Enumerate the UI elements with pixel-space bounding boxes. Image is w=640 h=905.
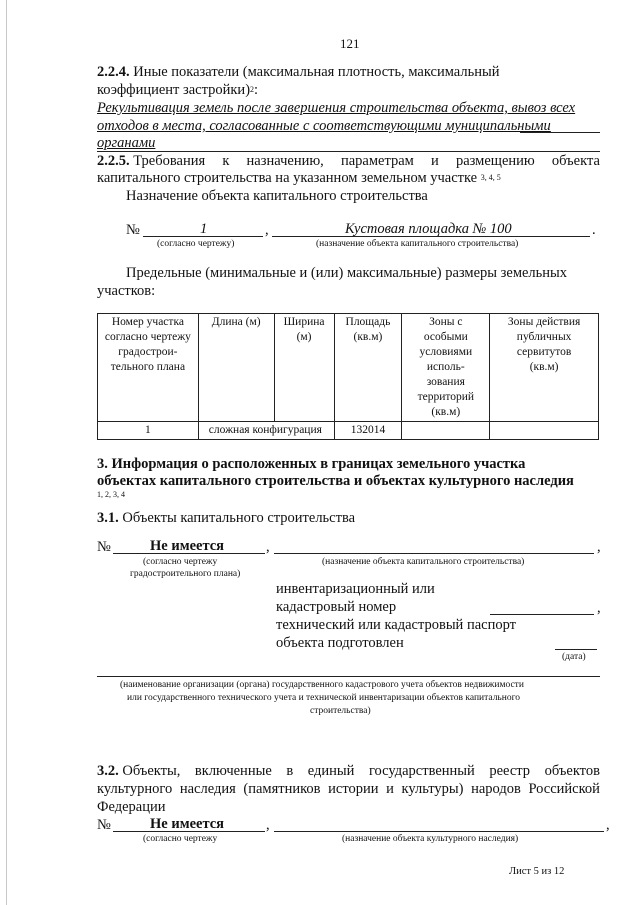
comma: , [266,539,270,555]
section-2-2-4-heading-line1 [97,64,499,81]
caption-per-drawing: (согласно чертежу [143,557,218,567]
word: истории [328,781,379,797]
comma: , [597,600,601,616]
word: наследия [179,781,236,797]
footnote-ref: 1, 2, 3, 4 [97,490,125,499]
inventory-number-label-line2: кадастровый номер [276,599,397,615]
section-heading-start [97,153,205,170]
heritage-object-number-underline [113,831,265,832]
comma: , [266,817,270,833]
comma-end: , [606,817,610,833]
fill-underline [520,132,600,133]
section-number: 2.2.4. [97,64,130,80]
section-2-2-5-heading-line2 [97,170,501,187]
caption-date: (дата) [562,652,586,662]
word: объектов [544,763,600,779]
word: культуры) [401,781,464,797]
word: (памятников [243,781,321,797]
capital-object-purpose-underline [274,553,594,554]
caption-per-drawing: (согласно чертежу [143,834,218,844]
number-sign: № [97,817,111,833]
word: Требования [133,153,206,169]
word: включенные [194,763,272,779]
object-number-value: 1 [200,221,208,237]
comma-end: , [597,539,601,555]
number-sign: № [126,222,140,238]
caption-heritage-purpose: (назначение объекта культурного наследия) [342,834,519,844]
cell-special-zones [402,422,490,440]
section-2-2-4-heading-line2 [97,82,258,99]
section-number: 2.2.5. [97,153,130,169]
object-number-underline [143,236,263,237]
passport-label-line1: технический или кадастровый паспорт [276,617,516,633]
size-limits-line2: участков: [97,283,156,299]
word: Объекты, [122,763,181,779]
page-number: 121 [340,36,360,51]
table-row [98,422,599,440]
size-limits-line1: Предельные (минимальные и (или) максимальные) размеры земельных [126,265,568,281]
header-width: Ширина (м) [274,314,334,422]
caption-organization-line3: строительства) [310,706,371,716]
date-underline [555,649,597,650]
cell-plot-number: 1 [98,422,199,440]
section-3-2-line2 [97,781,600,798]
indicator-value-line3: органами [97,135,156,151]
section-3-title-line1: 3. Информация о расположенных в границах земельного участка [97,456,526,472]
word: культурного [97,781,173,797]
capital-object-value: Не имеется [150,538,225,554]
section-number: 3.2. [97,763,119,779]
header-plot-number: Номер участка согласно чертежу градострои- тельного плана [98,314,199,422]
indicator-value-line2: отходов в места, согласованные с соответствующими муниципальными [97,118,551,134]
caption-object-purpose: (назначение объекта капитального строительства) [316,239,519,249]
word: в [286,763,294,779]
header-servitude-zones: Зоны действия публичных сервитутов (кв.м) [490,314,599,422]
caption-organization-line1: (наименование организации (органа) государственного кадастрового учета объектов недвижимости [120,680,524,690]
header-area: Площадь (кв.м) [334,314,402,422]
section-number: 3.1. [97,510,119,526]
word: реестр [489,763,531,779]
word: размещению [455,153,535,169]
sheet-counter: Лист 5 из 12 [509,866,565,877]
dot: . [592,222,596,238]
section-title-cont: капитального строительства на указанном земельном участке [97,170,478,186]
section-separator [97,151,600,152]
purpose-label: Назначение объекта капитального строительства [126,188,428,204]
section-title-cont: коэффициент застройки) [97,82,251,98]
footnote-ref: 3, 4, 5 [480,173,501,182]
caption-organization-line2: или государственного технического учета и технической инвентаризации объектов капитального [127,693,521,703]
passport-label-line2: объекта подготовлен [276,635,404,651]
colon: : [254,82,259,98]
word: объекта [551,153,600,169]
section-3-2-line3: Федерации [97,799,166,815]
word: параметрам [340,153,414,169]
word: государственный [368,763,475,779]
table-header-row [98,314,599,422]
heritage-object-value: Не имеется [150,816,225,832]
organization-underline [97,676,600,677]
indicator-value-line1: Рекультивация земель после завершения строительства объекта, вывоз всех [97,100,576,116]
word: Российской [528,781,600,797]
header-length: Длина (м) [198,314,274,422]
object-name-value: Кустовая площадка № 100 [345,221,512,237]
capital-object-number-underline [113,553,265,554]
section-title: Иные показатели (максимальная плотность, максимальный [133,64,500,80]
section-2-2-5-heading-line1 [97,153,600,170]
footnote-ref: 2 [250,85,255,94]
scan-edge [6,0,7,905]
word: единый [307,763,355,779]
comma: , [265,222,269,238]
section-heading-start [97,763,180,780]
object-name-underline [272,236,590,237]
cell-servitude-zones [490,422,599,440]
section-3-2-line1 [97,763,600,780]
word: и [431,153,439,169]
land-plot-table [97,313,599,440]
word: к [222,153,230,169]
inventory-number-label-line1: инвентаризационный или [276,581,435,597]
caption-object-purpose: (назначение объекта капитального строительства) [322,557,525,567]
word: народов [471,781,521,797]
caption-urban-plan: градостроительного плана) [130,569,241,579]
word: назначению, [246,153,324,169]
word: и [386,781,394,797]
section-title: Объекты капитального строительства [122,510,356,526]
number-sign: № [97,539,111,555]
cell-shape: сложная конфигурация [198,422,334,440]
header-special-zones: Зоны с особыми условиями исполь- зования территорий (кв.м) [402,314,490,422]
section-3-title-line2: объектах капитального строительства и объектах культурного наследия [97,473,574,489]
cell-area: 132014 [334,422,402,440]
caption-per-drawing: (согласно чертежу) [157,239,235,249]
heritage-object-purpose-underline [274,831,604,832]
section-3-1-heading [97,510,355,527]
inventory-number-underline [490,614,594,615]
